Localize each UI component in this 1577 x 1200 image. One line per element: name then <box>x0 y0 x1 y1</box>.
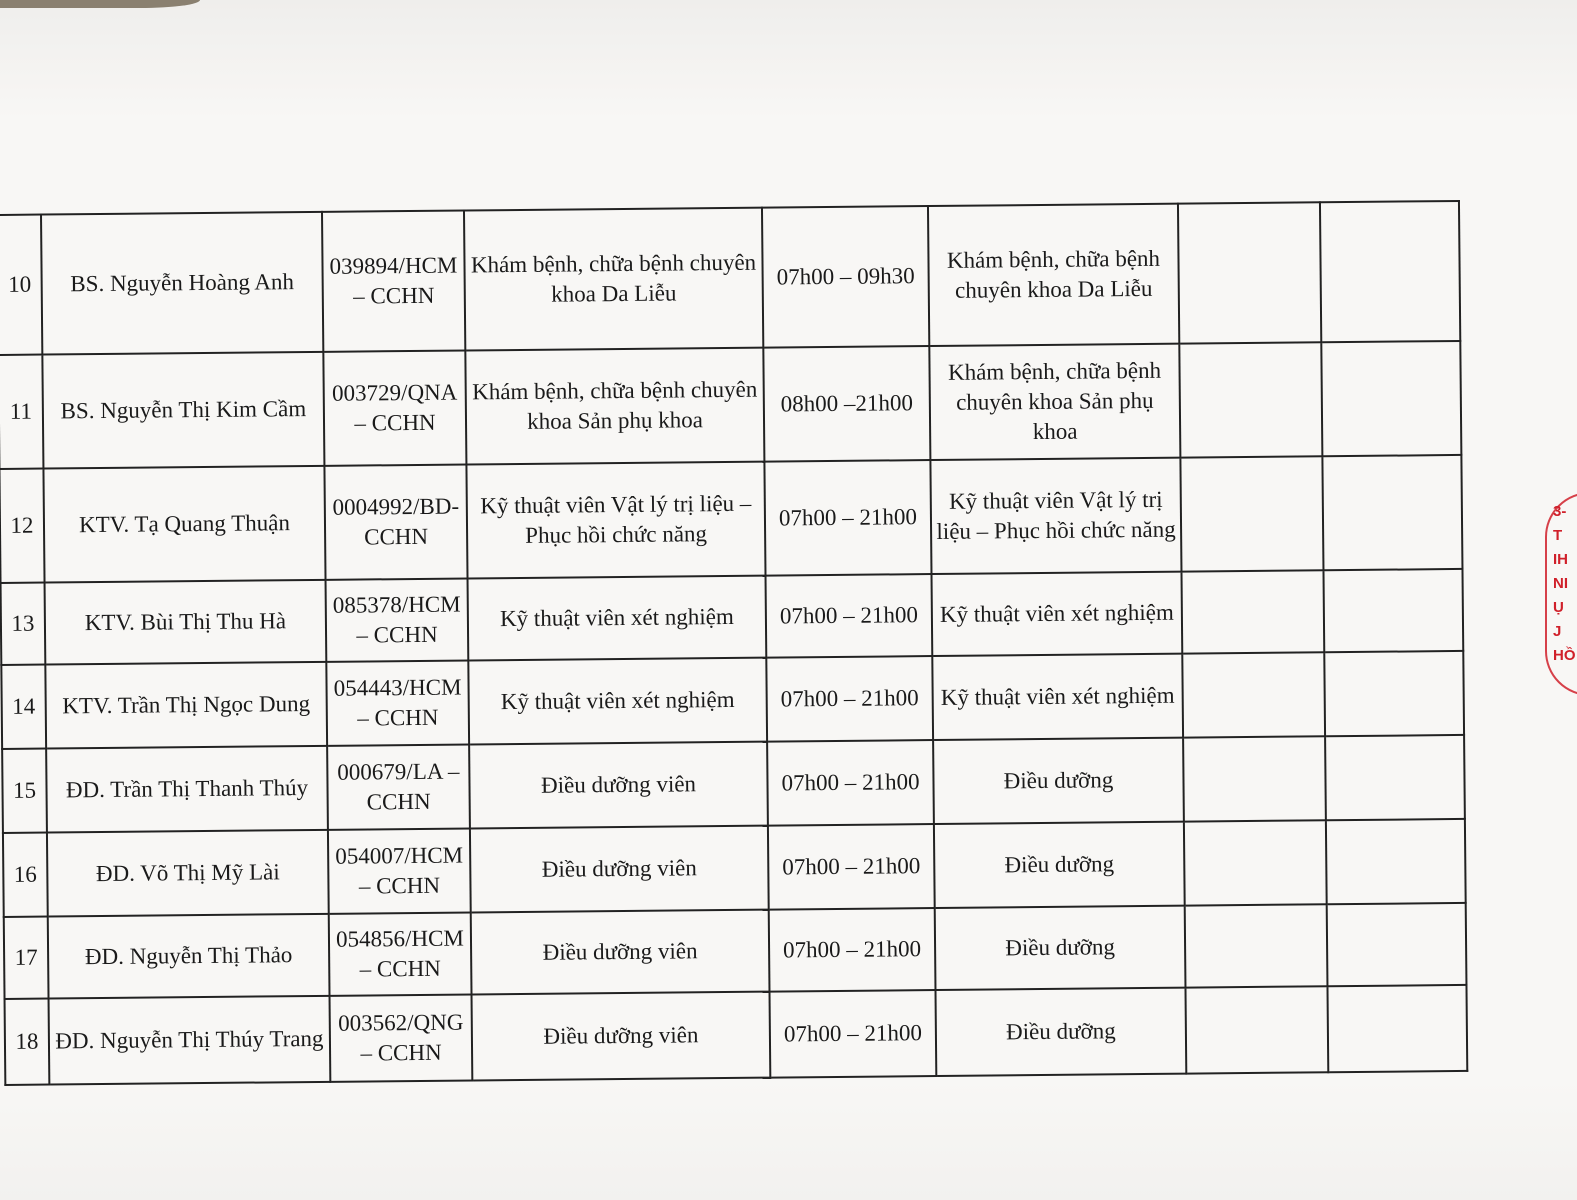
practice-scope: Kỹ thuật viên Vật lý trị liệu – Phục hồi chức năng <box>466 462 765 579</box>
row-number: 10 <box>0 215 42 355</box>
staff-name: ĐD. Trần Thị Thanh Thúy <box>46 746 328 833</box>
row-number: 17 <box>4 917 49 999</box>
working-hours: 07h00 – 21h00 <box>770 990 937 1078</box>
practice-scope: Điều dưỡng viên <box>469 742 768 829</box>
practice-scope: Kỹ thuật viên xét nghiệm <box>468 576 767 661</box>
empty-cell <box>1179 342 1322 457</box>
job-position: Điều dưỡng <box>934 822 1185 908</box>
empty-cell <box>1324 651 1464 736</box>
practice-scope: Khám bệnh, chữa bệnh chuyên khoa Da Liễu <box>464 208 763 351</box>
row-number: 14 <box>1 665 46 749</box>
roster-body <box>0 201 1467 1085</box>
stamp-text: 3- T IH NI Ụ J HỒ <box>1553 503 1576 664</box>
certificate-number: 054856/HCM – CCHN <box>329 912 472 995</box>
practice-scope: Khám bệnh, chữa bệnh chuyên khoa Sản phụ khoa <box>465 348 764 465</box>
job-position: Kỹ thuật viên Vật lý trị liệu – Phục hồi chức năng <box>930 458 1181 574</box>
empty-cell <box>1327 903 1467 986</box>
job-position: Khám bệnh, chữa bệnh chuyên khoa Sản phụ khoa <box>929 344 1180 460</box>
job-position: Điều dưỡng <box>935 988 1186 1076</box>
empty-cell <box>1178 202 1321 343</box>
table-row <box>3 819 1466 917</box>
empty-cell <box>1185 986 1328 1073</box>
table-row <box>1 651 1464 749</box>
staff-name: BS. Nguyễn Thị Kim Cầm <box>42 352 324 469</box>
working-hours: 07h00 – 21h00 <box>764 460 931 576</box>
job-position: Kỹ thuật viên xét nghiệm <box>931 572 1182 656</box>
table-row <box>2 735 1465 833</box>
staff-name: KTV. Tạ Quang Thuận <box>43 466 325 583</box>
table-row <box>5 985 1468 1085</box>
working-hours: 07h00 – 21h00 <box>769 908 936 992</box>
staff-name: KTV. Bùi Thị Thu Hà <box>45 580 327 665</box>
working-hours: 07h00 – 21h00 <box>767 740 934 826</box>
empty-cell <box>1326 819 1466 904</box>
job-position: Điều dưỡng <box>933 738 1184 824</box>
practice-scope: Điều dưỡng viên <box>471 910 770 995</box>
empty-cell <box>1320 201 1460 342</box>
staff-roster-table <box>0 200 1468 1086</box>
paper-corner-shadow <box>0 0 200 8</box>
certificate-number: 0004992/BD-CCHN <box>324 464 467 579</box>
empty-cell <box>1325 735 1465 820</box>
staff-name: ĐD. Nguyễn Thị Thảo <box>48 914 330 999</box>
job-position: Kỹ thuật viên xét nghiệm <box>932 654 1183 740</box>
working-hours: 07h00 – 21h00 <box>766 574 933 658</box>
table-row <box>1 569 1464 665</box>
row-number: 12 <box>0 469 45 583</box>
row-number: 18 <box>5 999 50 1085</box>
empty-cell <box>1327 985 1467 1072</box>
practice-scope: Kỹ thuật viên xét nghiệm <box>468 658 767 745</box>
working-hours: 07h00 – 21h00 <box>766 656 933 742</box>
empty-cell <box>1321 341 1461 456</box>
red-seal-stamp <box>1545 492 1577 692</box>
row-number: 13 <box>1 583 46 665</box>
certificate-number: 054443/HCM – CCHN <box>326 660 469 745</box>
row-number: 15 <box>2 749 47 833</box>
empty-cell <box>1322 455 1462 570</box>
certificate-number: 039894/HCM – CCHN <box>322 211 465 352</box>
empty-cell <box>1181 570 1324 653</box>
certificate-number: 054007/HCM – CCHN <box>328 828 471 913</box>
staff-name: BS. Nguyễn Hoàng Anh <box>41 212 323 355</box>
practice-scope: Điều dưỡng viên <box>472 992 771 1081</box>
row-number: 11 <box>0 355 43 469</box>
table-row <box>4 903 1467 999</box>
working-hours: 07h00 – 09h30 <box>762 206 929 348</box>
working-hours: 08h00 –21h00 <box>763 346 930 462</box>
table-row <box>0 455 1462 583</box>
empty-cell <box>1182 652 1325 737</box>
empty-cell <box>1180 456 1323 571</box>
working-hours: 07h00 – 21h00 <box>768 824 935 910</box>
certificate-number: 000679/LA – CCHN <box>327 744 470 829</box>
empty-cell <box>1183 736 1326 821</box>
job-position: Khám bệnh, chữa bệnh chuyên khoa Da Liễu <box>928 204 1179 346</box>
certificate-number: 085378/HCM – CCHN <box>326 578 469 661</box>
table-row <box>0 201 1460 355</box>
practice-scope: Điều dưỡng viên <box>470 826 769 913</box>
empty-cell <box>1323 569 1463 652</box>
certificate-number: 003729/QNA – CCHN <box>323 351 466 466</box>
job-position: Điều dưỡng <box>935 906 1186 990</box>
table-row <box>0 341 1461 469</box>
row-number: 16 <box>3 833 48 917</box>
staff-name: ĐD. Võ Thị Mỹ Lài <box>47 830 329 917</box>
staff-name: KTV. Trần Thị Ngọc Dung <box>45 662 327 749</box>
staff-roster-sheet <box>0 200 1466 1086</box>
empty-cell <box>1185 904 1328 987</box>
certificate-number: 003562/QNG – CCHN <box>330 994 473 1081</box>
staff-name: ĐD. Nguyễn Thị Thúy Trang <box>49 996 331 1085</box>
empty-cell <box>1184 820 1327 905</box>
